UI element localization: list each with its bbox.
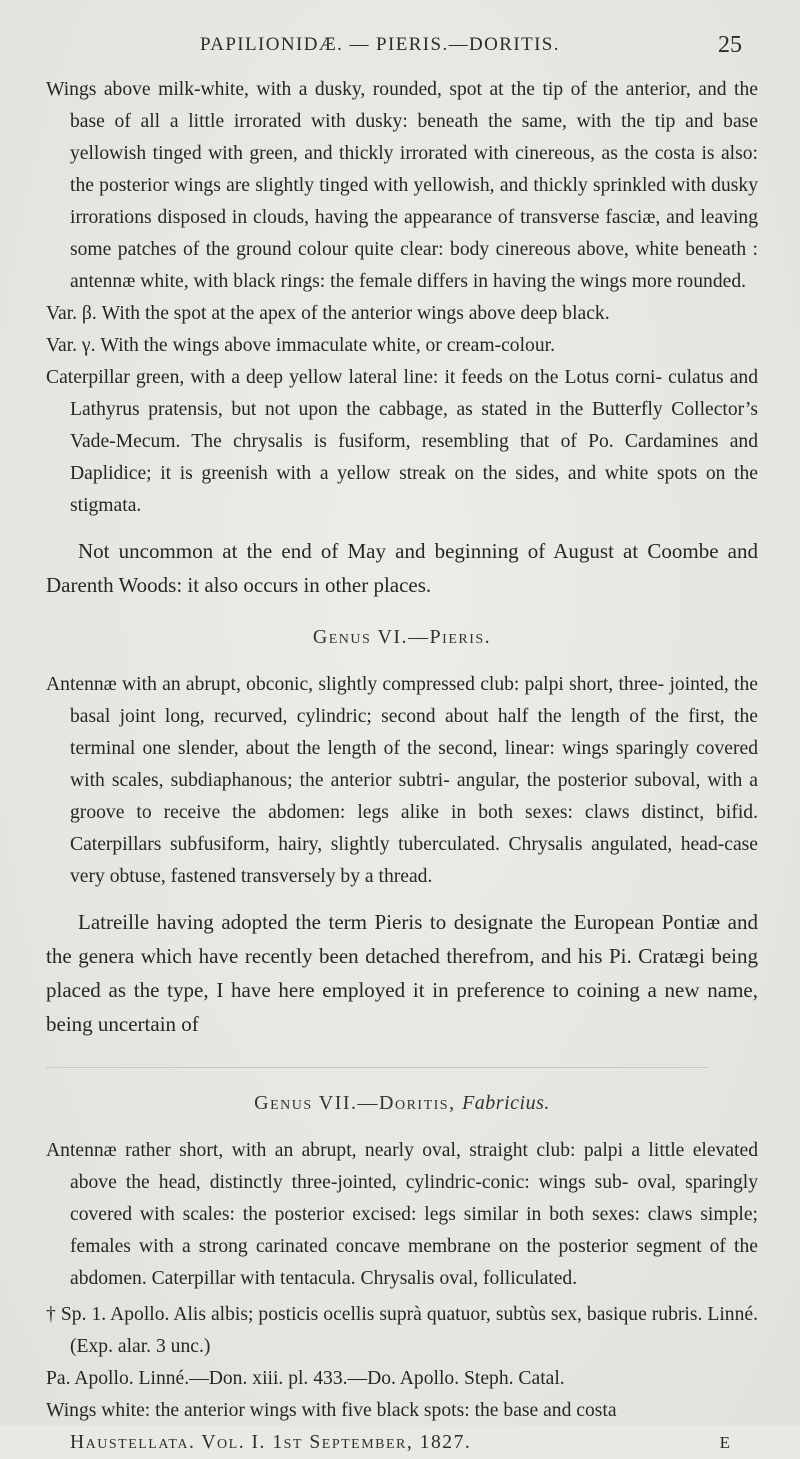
caterpillar-description <box>46 362 758 522</box>
genus-vii-author: Fabricius. <box>462 1092 550 1114</box>
text-line: transversely by a thread. <box>240 866 433 887</box>
signature-mark: E <box>719 1433 730 1452</box>
species-apollo-diagnosis <box>46 1299 758 1363</box>
body-text <box>46 74 758 1459</box>
running-title: PAPILIONIDÆ. — PIERIS.—DORITIS. <box>200 34 560 55</box>
text-line: slightly tuberculated. Chrysalis angulated, head-case very obtuse, fastened <box>70 834 758 887</box>
page-number: 25 <box>718 32 742 58</box>
variety-beta: Var. β. With the spot at the apex of the anterior wings above deep black. <box>46 303 610 324</box>
text-line: sexes: claws simple; females with a strong carinated concave membrane on <box>70 1204 759 1257</box>
text-line: alike in both sexes: claws distinct, bifid. Caterpillars subfusiform, hairy, <box>70 802 758 855</box>
running-head <box>0 34 800 68</box>
page-divider <box>46 1067 708 1068</box>
text-line: wings sparingly covered with scales, subdiaphanous; the anterior subtri- <box>70 738 758 791</box>
text-line: Wings above milk-white, with a dusky, rounded, spot at the tip of the anterior, <box>46 79 691 100</box>
text-line: and thickly sprinkled with dusky irrorations disposed in clouds, having the <box>70 175 758 228</box>
text-line: of the first, the terminal one slender, about the length of the second, linear: <box>70 706 758 759</box>
genus-vii-description <box>46 1135 758 1295</box>
text-line: tip and base yellowish tinged with green, and thickly irrorated with cinereous, <box>70 111 758 164</box>
text-line: oval, folliculated. <box>439 1268 578 1289</box>
text-line: Caterpillar green, with a deep yellow lateral line: it feeds on the Lotus corni- <box>46 367 663 388</box>
text-line: the sides, and white spots on the stigmata. <box>70 463 758 516</box>
genus-vi-heading: Genus VI.—Pieris. <box>312 626 492 648</box>
imprint-line: Haustellata. Vol. I. 1st September, 1827. <box>70 1432 472 1453</box>
text-line: rubris. Linné. (Exp. alar. 3 unc.) <box>70 1304 758 1357</box>
text-line: jointed, the basal joint long, recurved, cylindric; second about half the length <box>70 674 758 727</box>
text-line: and the base of all a little irrorated with dusky: beneath the same, with the <box>70 79 758 132</box>
wing-description <box>46 74 758 298</box>
genus-vi-description <box>46 669 758 893</box>
text-line: colour quite clear: body cinereous above, white beneath : antennæ white, with <box>70 239 758 292</box>
text-line: as the costa is also: the posterior wings are slightly tinged with yellowish, <box>70 143 758 196</box>
genus-vii-heading <box>46 1092 758 1115</box>
text-line: that of Po. Cardamines and Daplidice; it is greenish with a yellow streak on <box>70 431 758 484</box>
text-line: oval, sparingly covered with scales: the posterior excised: legs similar in both <box>70 1172 758 1225</box>
species-apollo-synonymy: Pa. Apollo. Linné.—Don. xiii. pl. 433.—Do. Apollo. Steph. Catal. <box>46 1368 565 1389</box>
page-footer <box>46 1429 758 1459</box>
text-line: appearance of transverse fasciæ, and leaving some patches of the ground <box>70 207 758 260</box>
variety-gamma: Var. γ. With the wings above immaculate white, or cream-colour. <box>46 335 555 356</box>
text-line: black rings: the female differs in having the wings more rounded. <box>233 271 747 292</box>
species-apollo-wings: Wings white: the anterior wings with five black spots: the base and costa <box>46 1400 617 1421</box>
text-line: angular, the posterior suboval, with a groove to receive the abdomen: legs <box>70 770 759 823</box>
text-line: Antennæ with an abrupt, obconic, slightly compressed club: palpi short, three- <box>46 674 665 695</box>
text-line: elevated above the head, distinctly three-jointed, cylindric-conic: wings sub- <box>70 1140 758 1193</box>
genus-vii-title: Genus VII.—Doritis, <box>254 1092 456 1114</box>
genus-vi-note: Latreille having adopted the term Pieris to designate the European Pontiæ and the genera which have recently been detached therefrom, and his Pi. Cratægi being placed as the type, I have here employed it in preference to coining a new name, being uncertain of <box>46 910 758 1036</box>
text-line: Antennæ rather short, with an abrupt, nearly oval, straight club: palpi a little <box>46 1140 685 1161</box>
text-line: Butterfly Collector’s Vade-Mecum. The chrysalis is fusiform, resembling <box>70 399 758 452</box>
locality-note: Not uncommon at the end of May and beginning of August at Coombe and Darenth Woods: it also occurs in other places. <box>46 539 758 597</box>
text-line: the posterior segment of the abdomen. Caterpillar with tentacula. Chrysalis <box>70 1236 758 1289</box>
text-line: culatus and Lathyrus pratensis, but not upon the cabbage, as stated in the <box>70 367 758 420</box>
text-line: † Sp. 1. Apollo. Alis albis; posticis ocellis suprà quatuor, subtùs sex, basique <box>46 1304 647 1325</box>
